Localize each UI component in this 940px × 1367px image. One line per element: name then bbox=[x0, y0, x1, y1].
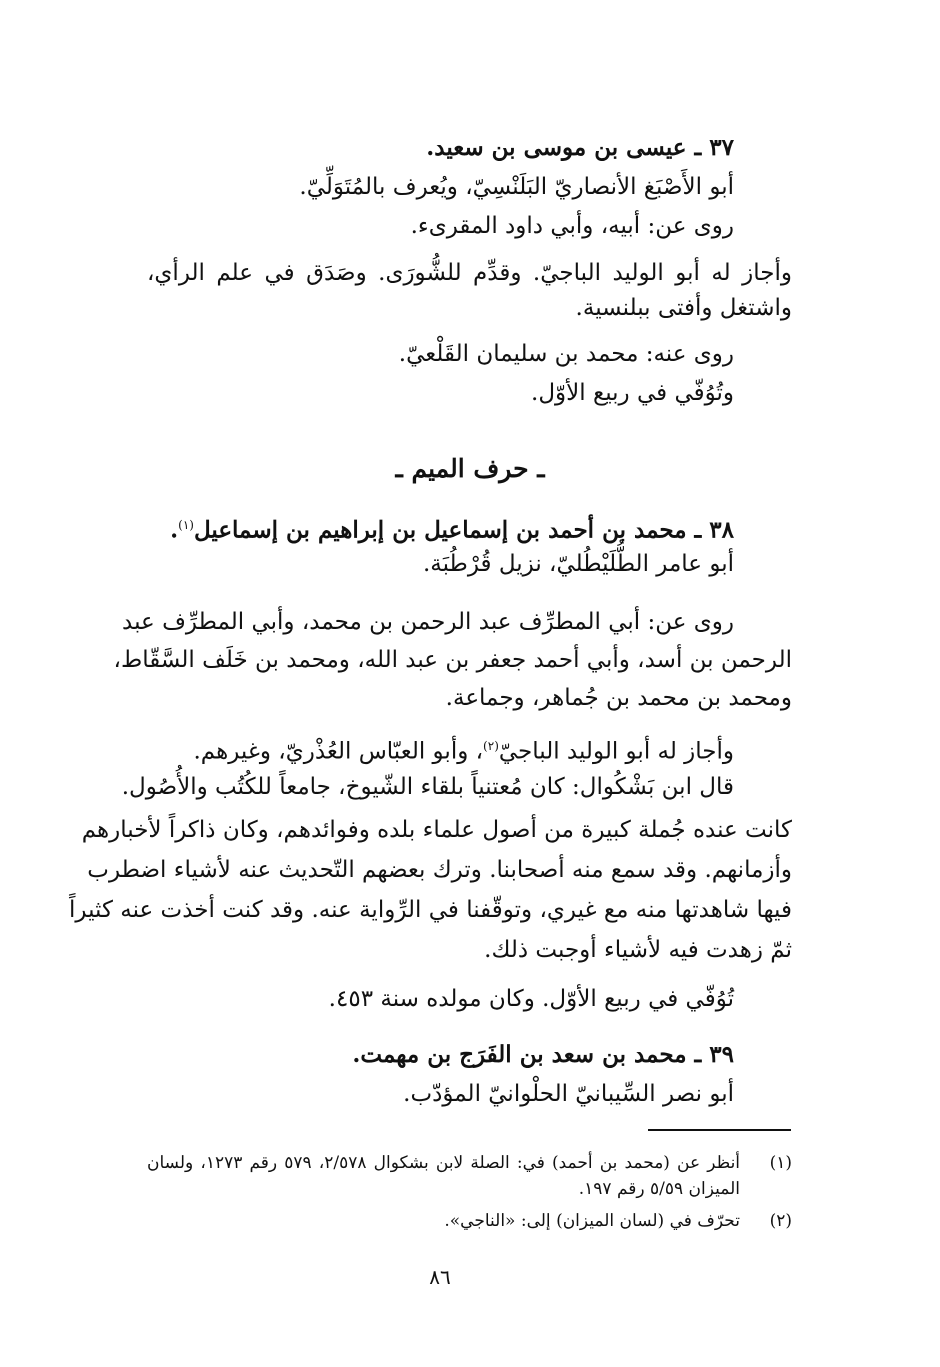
entry-38-quote-5: ثمّ زهدت فيه لأشياء أوجبت ذلك. bbox=[484, 937, 792, 963]
entry-39-title: ٣٩ ـ محمد بن سعد بن الفَرَج بن مهمت. bbox=[352, 1041, 734, 1068]
entry-38-ijaza-end: ، وأبو العبّاس العُذْريّ، وغيرهم. bbox=[193, 738, 484, 765]
entry-38-title-end: . bbox=[170, 516, 179, 544]
entry-37-narrated-from: روى عن: أبيه، وأبي داود المقرىء. bbox=[410, 213, 734, 239]
footnote-ref-2: (٢) bbox=[483, 739, 499, 753]
page-number: ٨٦ bbox=[429, 1265, 451, 1289]
entry-38-death: تُوُفّي في ربيع الأوّل. وكان مولده سنة ٤٥٣. bbox=[328, 986, 734, 1012]
entry-37-kunya: أبو الأَصْبَغ الأنصاريّ البَلَنْسِيّ، ويُعرف بالمُتَوَلِّيّ. bbox=[299, 174, 734, 200]
entry-38-narrated-from-2: الرحمن بن أسد، وأبي أحمد جعفر بن عبد الله، ومحمد بن خَلَف السَّقّاط، bbox=[113, 647, 792, 673]
footnote-1-line-2: الميزان ٥/٥٩ رقم ١٩٧. bbox=[578, 1179, 740, 1199]
entry-37-ijaza-cont: واشتغل وأفتى ببلنسية. bbox=[575, 295, 792, 321]
entry-38-ijaza bbox=[193, 729, 734, 769]
footnote-1-line-1: أنظر عن (محمد بن أحمد) في: الصلة لابن بشكوال ٢/٥٧٨، ٥٧٩ رقم ١٢٧٣، ولسان bbox=[147, 1153, 741, 1173]
entry-38-narrated-from-3: ومحمد بن محمد بن جُماهر، وجماعة. bbox=[445, 685, 792, 711]
entry-38-ijaza-start: وأجاز له أبو الوليد الباجيّ bbox=[498, 738, 734, 765]
footnote-separator bbox=[648, 1129, 791, 1131]
entry-37-death: وتُوُفّي في ربيع الأوّل. bbox=[531, 380, 734, 406]
footnote-1-number: (١) bbox=[769, 1153, 792, 1173]
footnote-2-number: (٢) bbox=[769, 1211, 792, 1231]
entry-39-kunya: أبو نصر السِّيبانيّ الحلْوانيّ المؤدّب. bbox=[403, 1081, 734, 1107]
footnote-ref-1: (١) bbox=[178, 518, 194, 532]
entry-38-narrated-from-1: روى عن: أبي المطرِّف عبد الرحمن بن محمد، وأبي المطرِّف عبد bbox=[122, 609, 734, 635]
entry-37-narrated-by: روى عنه: محمد بن سليمان القَلْعيّ. bbox=[398, 341, 734, 367]
entry-38-quote-1: قال ابن بَشْكُوال: كان مُعتنياً بلقاء الشّيوخ، جامعاً للكُتُب والأُصُول. bbox=[121, 774, 734, 800]
entry-38-quote-3: وأزمانهم. وقد سمع منه أصحابنا. وترك بعضهم التّحديث عنه لأشياء اضطرب bbox=[87, 857, 792, 883]
entry-37-title: ٣٧ ـ عيسى بن موسى بن سعيد. bbox=[426, 134, 734, 161]
entry-38-title bbox=[170, 508, 734, 548]
entry-38-title-text: ٣٨ ـ محمد بن أحمد بن إسماعيل بن إبراهيم بن إسماعيل bbox=[193, 516, 734, 544]
entry-38-quote-2: كانت عنده جُملة كبيرة من أصول علماء بلده وفوائدهم، وكان ذاكراً لأخبارهم bbox=[81, 817, 792, 843]
entry-38-quote-4: فيها شاهدتها منه مع غيري، وتوقّفنا في الرِّواية عنه. وقد كنت أخذت عنه كثيراً bbox=[69, 897, 792, 923]
footnote-2-line-1: تحرّف في (لسان الميزان) إلى: «الناجي». bbox=[444, 1211, 740, 1231]
entry-37-ijaza: وأجاز له أبو الوليد الباجيّ. وقدِّم للشُّورَى. وصَدَق في علم الرأي، bbox=[147, 260, 792, 286]
section-heading: ـ حرف الميم ـ bbox=[395, 454, 545, 483]
entry-38-kunya: أبو عامر الطُّلَيْطُليّ، نزيل قُرْطُبَة. bbox=[422, 551, 734, 577]
